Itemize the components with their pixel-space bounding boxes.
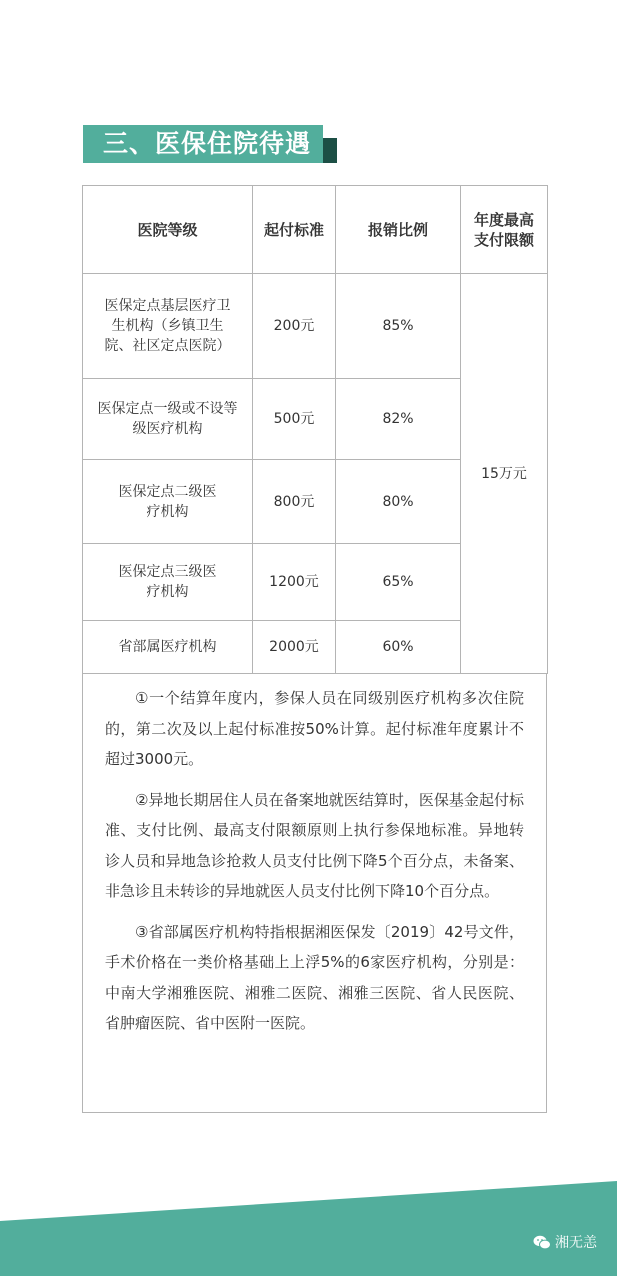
cell-threshold: 200元: [253, 274, 336, 379]
table-row: [83, 274, 548, 379]
cell-threshold: 1200元: [253, 544, 336, 621]
cell-annual-limit: 15万元: [461, 274, 548, 674]
wechat-icon: [533, 1235, 551, 1250]
footer-band: [0, 1181, 617, 1276]
brand-watermark: [533, 1232, 597, 1252]
header-threshold: 起付标准: [253, 186, 336, 274]
cell-hospital-level: 医保定点一级或不设等级医疗机构: [83, 379, 253, 460]
cell-threshold: 2000元: [253, 621, 336, 674]
header-reimbursement-ratio: 报销比例: [336, 186, 461, 274]
cell-hospital-level: 医保定点基层医疗卫生机构（乡镇卫生院、社区定点医院）: [83, 274, 253, 379]
cell-ratio: 80%: [336, 460, 461, 544]
header-hospital-level: 医院等级: [83, 186, 253, 274]
cell-ratio: 65%: [336, 544, 461, 621]
note-item: ①一个结算年度内，参保人员在同级别医疗机构多次住院的，第二次及以上起付标准按50%计算。起付标准年度累计不超过3000元。: [105, 689, 524, 768]
header-annual-limit: 年度最高 支付限额: [461, 186, 548, 274]
cell-ratio: 82%: [336, 379, 461, 460]
note-item: ②异地长期居住人员在备案地就医结算时，医保基金起付标准、支付比例、最高支付限额原则上执行参保地标准。异地转诊人员和异地急诊抢救人员支付比例下降5个百分点，未备案、非急诊且未转诊的异地就医人员支付比例下降10个百分点。: [105, 790, 524, 900]
cell-ratio: 85%: [336, 274, 461, 379]
hospital-reimbursement-table: [82, 185, 548, 674]
notes-box: [82, 673, 547, 1113]
cell-ratio: 60%: [336, 621, 461, 674]
section-title: 三、医保住院待遇: [83, 125, 323, 163]
cell-hospital-level: 省部属医疗机构: [83, 621, 253, 674]
note-item: ③省部属医疗机构特指根据湘医保发〔2019〕42号文件，手术价格在一类价格基础上上浮5%的6家医疗机构，分别是：中南大学湘雅医院、湘雅二医院、湘雅三医院、省人民医院、省肿瘤医院、省中医附一医院。: [105, 922, 524, 1032]
title-accent-bar: [323, 138, 337, 163]
cell-threshold: 800元: [253, 460, 336, 544]
cell-hospital-level: 医保定点三级医疗机构: [83, 544, 253, 621]
cell-threshold: 500元: [253, 379, 336, 460]
table-header-row: [83, 186, 548, 274]
cell-hospital-level: 医保定点二级医疗机构: [83, 460, 253, 544]
brand-name: 湘无恙: [555, 1235, 597, 1251]
